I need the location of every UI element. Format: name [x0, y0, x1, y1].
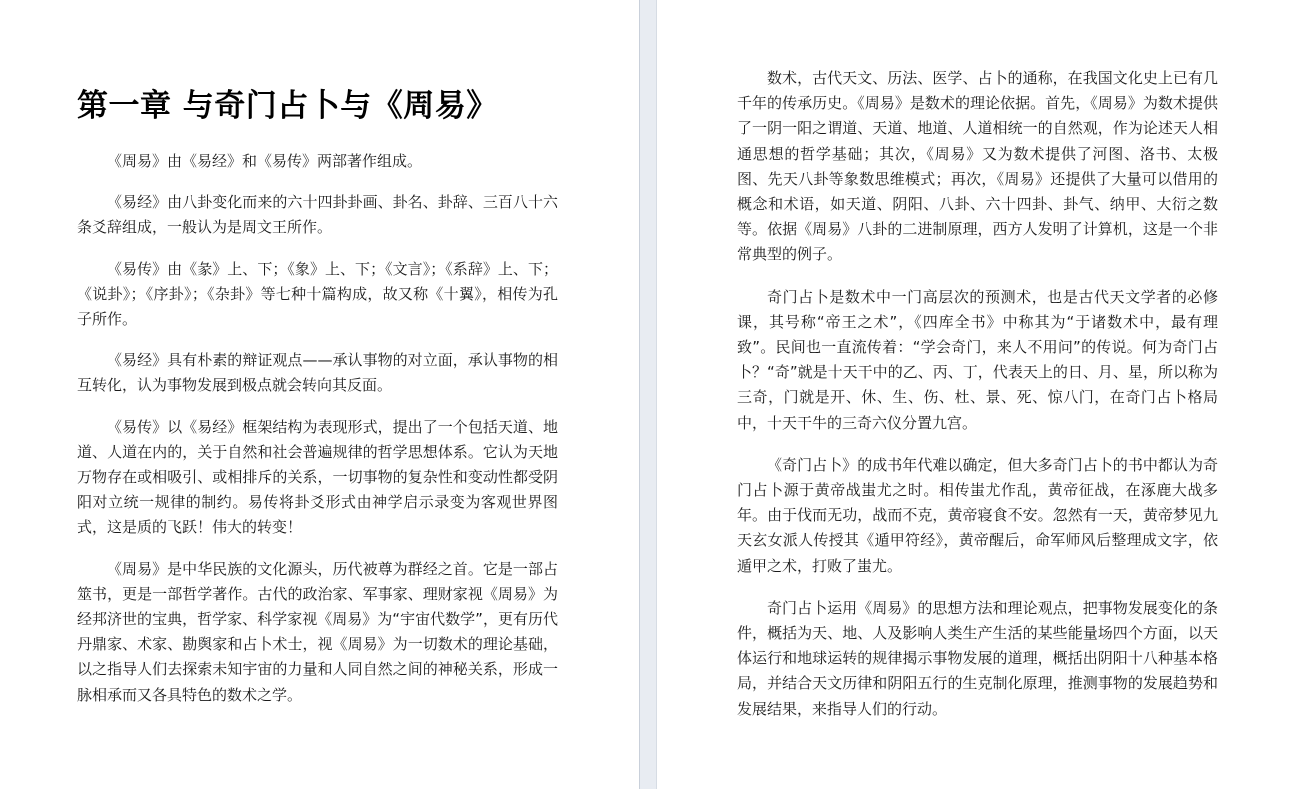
paragraph: 《易经》具有朴素的辩证观点——承认事物的对立面，承认事物的相互转化，认为事物发展到极点就会转向其反面。	[77, 351, 558, 395]
paragraph: 《易传》以《易经》框架结构为表现形式，提出了一个包括天道、地道、人道在内的，关于自然和社会普遍规律的哲学思想体系。它认为天地万物存在或相吸引、或相排斥的关系，一切事物的复杂性和变动性都受阴阳对立统一规律的制约。易传将卦爻形式由神学启示录变为客观世界图式，这是质的飞跃！伟大的转变！	[77, 417, 558, 537]
paragraph: 奇门占卜是数术中一门高层次的预测术，也是古代天文学者的必修课，其号称“帝王之术”，《四库全书》中称其为“于诸数术中，最有理致”。民间也一直流传着：“学会奇门，来人不用问”的传说。何为奇门占卜？“奇”就是十天干中的乙、丙、丁，代表天上的日、月、星，所以称为三奇，门就是开、休、生、伤、杜、景、死、惊八门，在奇门占卜格局中，十天干牛的三奇六仪分置九宫。	[737, 287, 1218, 432]
paragraph: 《周易》由《易经》和《易传》两部著作组成。	[107, 152, 423, 170]
paragraph: 数术，古代天文、历法、医学、占卜的通称，在我国文化史上已有几千年的传承历史。《周易》是数术的理论依据。首先，《周易》为数术提供了一阴一阳之谓道、天道、地道、人道相统一的自然观，作为论述天人相通思想的哲学基础；其次，《周易》又为数术提供了河图、洛书、太极图、先天八卦等象数思维模式；再次，《周易》还提供了大量可以借用的概念和术语，如天道、阴阳、八卦、六十四卦、卦气、纳甲、大衍之数等。依据《周易》八卦的二进制原理，西方人发明了计算机，这是一个非常典型的例子。	[737, 69, 1218, 264]
paragraph: 《易经》由八卦变化而来的六十四卦卦画、卦名、卦辞、三百八十六条爻辞组成，一般认为是周文王所作。	[77, 193, 558, 237]
right-page-content	[737, 66, 1218, 739]
chapter-title: 第一章 与奇门占卜与《周易》	[77, 88, 498, 124]
left-page-content	[77, 84, 558, 724]
right-page	[657, 0, 1290, 789]
paragraph: 《易传》由《彖》上、下；《象》上、下；《文言》；《系辞》上、下；《说卦》；《序卦》；《杂卦》等七种十篇构成，故又称《十翼》，相传为孔子所作。	[77, 259, 558, 329]
page-gutter	[639, 0, 657, 789]
paragraph: 《周易》是中华民族的文化源头，历代被尊为群经之首。它是一部占筮书，更是一部哲学著作。古代的政治家、军事家、理财家视《周易》为经邦济世的宝典，哲学家、科学家视《周易》为“宇宙代数学”，更有历代丹鼎家、术家、勘舆家和占卜术士，视《周易》为一切数术的理论基础，以之指导人们去探索未知宇宙的力量和人同自然之间的神秘关系，形成一脉相承而又各具特色的数术之学。	[77, 559, 558, 704]
paragraph: 《奇门占卜》的成书年代难以确定，但大多奇门占卜的书中都认为奇门占卜源于黄帝战蚩尤之时。相传蚩尤作乱，黄帝征战，在涿鹿大战多年。由于伐而无功，战而不克，黄帝寝食不安。忽然有一天，黄帝梦见九天玄女派人传授其《遁甲符经》，黄帝醒后，命军师风后整理成文字，依遁甲之术，打败了蚩尤。	[737, 455, 1218, 575]
left-page	[0, 0, 639, 789]
paragraph: 奇门占卜运用《周易》的思想方法和理论观点，把事物发展变化的条件，概括为天、地、人及影响人类生产生活的某些能量场四个方面，以天体运行和地球运转的规律揭示事物发展的道理，概括出阴阳十八种基本格局，并结合天文历律和阴阳五行的生克制化原理，推测事物的发展趋势和发展结果，来指导人们的行动。	[737, 598, 1218, 718]
